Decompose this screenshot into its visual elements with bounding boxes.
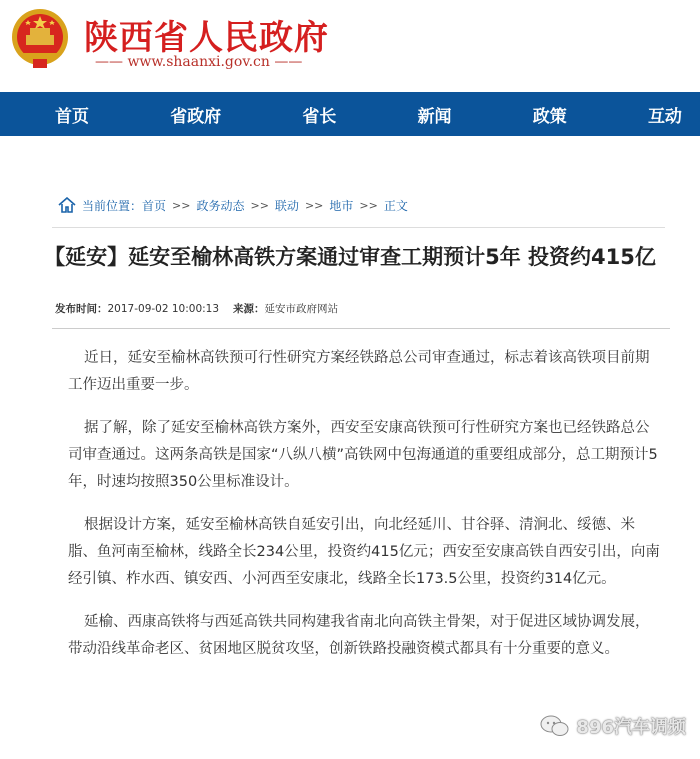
nav-item-provincial-government[interactable]: 省政府: [170, 106, 222, 127]
url-right-rule: ——: [274, 54, 303, 70]
breadcrumb-separator: >>: [359, 198, 378, 212]
site-title: 陕西省人民政府: [84, 18, 329, 58]
publish-time: 2017-09-02 10:00:13: [107, 303, 220, 315]
source-info: [233, 301, 338, 316]
breadcrumb-label: 当前位置：: [82, 198, 143, 213]
nav-item-governor[interactable]: 省长: [302, 106, 337, 127]
nav-item-home[interactable]: 首页: [55, 106, 89, 127]
publish-info: [55, 301, 219, 316]
publish-label: 发布时间：: [55, 303, 108, 315]
watermark-text: 896汽车调频: [576, 717, 686, 738]
article-paragraph: 根据设计方案，延安至榆林高铁自延安引出，向北经延川、甘谷驿、清涧北、绥德、米脂、鱼河南至榆林，线路全长234公里，投资约415亿元；西安至安康高铁自西安引出，向南经引镇、柞水西、镇安西、小河西至安康北，线路全长173.5公里，投资约314亿元。: [68, 517, 660, 587]
nav-item-policy[interactable]: 政策: [532, 106, 567, 127]
breadcrumb: [0, 191, 700, 219]
site-header: [0, 0, 700, 92]
article-paragraph: 据了解，除了延安至榆林高铁方案外，西安至安康高铁预可行性研究方案也已经铁路总公司审查通过。这两条高铁是国家“八纵八横”高铁网中包海通道的重要组成部分，总工期预计5年，时速均按照350公里标准设计。: [68, 420, 658, 490]
watermark: [540, 713, 686, 739]
article-body: [0, 329, 700, 663]
site-url[interactable]: [95, 54, 302, 70]
spacer: [0, 136, 700, 191]
source-name: 延安市政府网站: [264, 303, 339, 315]
main-nav: [0, 92, 700, 136]
breadcrumb-cities[interactable]: 地市: [329, 198, 354, 213]
breadcrumb-separator: >>: [250, 198, 269, 212]
article-title: 【延安】延安至榆林高铁方案通过审查工期预计5年 投资约415亿: [44, 245, 656, 269]
source-label: 来源：: [233, 303, 265, 315]
breadcrumb-government-affairs[interactable]: 政务动态: [196, 198, 245, 213]
home-icon: [58, 197, 76, 213]
article-meta: [0, 301, 700, 316]
site-url-text[interactable]: www.shaanxi.gov.cn: [127, 54, 270, 70]
article-paragraph: 延榆、西康高铁将与西延高铁共同构建我省南北向高铁主骨架，对于促进区域协调发展，带动沿线革命老区、贫困地区脱贫攻坚，创新铁路投融资模式都具有十分重要的意义。: [68, 614, 650, 657]
breadcrumb-home[interactable]: 首页: [142, 198, 167, 213]
url-left-rule: ——: [95, 54, 123, 70]
breadcrumb-main-text[interactable]: 正文: [383, 198, 408, 213]
article-paragraph: 近日，延安至榆林高铁预可行性研究方案经铁路总公司审查通过，标志着该高铁项目前期工作迈出重要一步。: [68, 350, 650, 393]
breadcrumb-linkage[interactable]: 联动: [274, 198, 299, 213]
nav-item-news[interactable]: 新闻: [417, 106, 452, 127]
wechat-icon: [540, 715, 570, 737]
national-emblem-icon: [9, 7, 71, 71]
breadcrumb-separator: >>: [172, 198, 191, 212]
breadcrumb-separator: >>: [304, 198, 324, 212]
nav-item-interaction[interactable]: 互动: [647, 106, 682, 127]
